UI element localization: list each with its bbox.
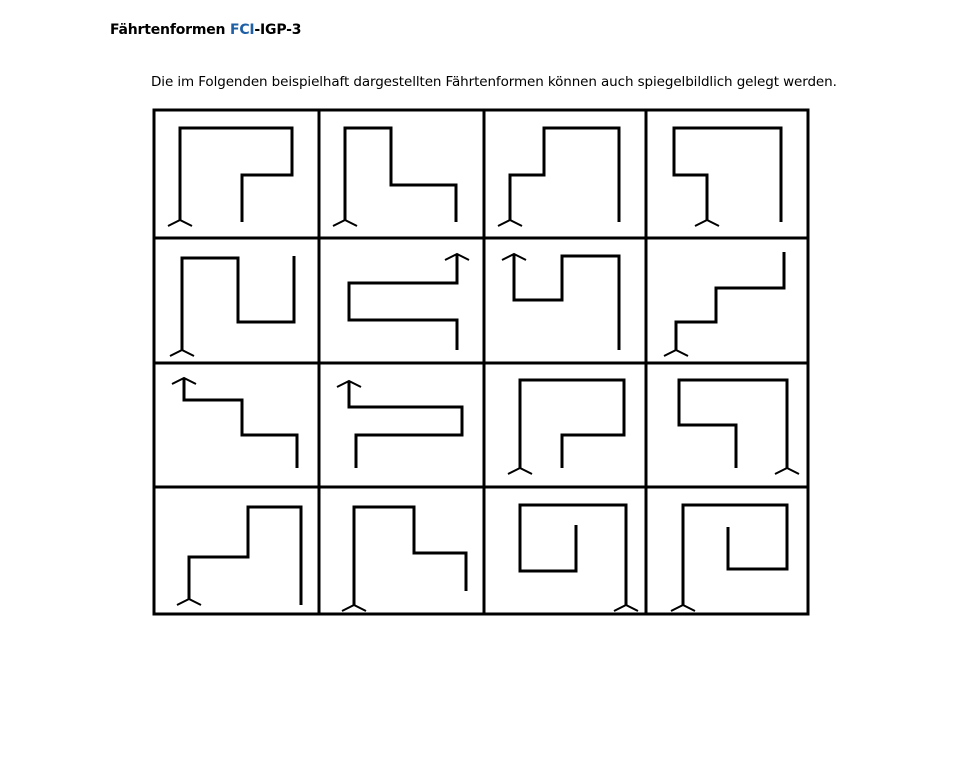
track-line bbox=[345, 128, 456, 222]
description-text: Die im Folgenden beispielhaft dargestellten Fährtenformen können auch spiegelbildlich gelegt werden. bbox=[151, 74, 837, 90]
track-shape-r1c4 bbox=[674, 128, 781, 226]
track-shape-r3c1 bbox=[172, 378, 297, 468]
track-shape-r2c4 bbox=[664, 252, 784, 356]
track-line bbox=[182, 256, 294, 350]
track-line bbox=[514, 254, 619, 350]
title-part-2: -IGP-3 bbox=[254, 22, 302, 38]
track-shape-r2c1 bbox=[170, 256, 294, 356]
track-line bbox=[184, 378, 297, 468]
start-marker bbox=[695, 220, 719, 226]
track-shape-r4c1 bbox=[177, 507, 301, 605]
track-line bbox=[679, 380, 787, 468]
start-marker bbox=[342, 605, 366, 611]
track-shape-r4c3 bbox=[520, 505, 638, 611]
track-line bbox=[510, 128, 619, 222]
track-line bbox=[349, 254, 457, 350]
track-shape-r2c2 bbox=[349, 254, 469, 350]
track-shape-r3c3 bbox=[508, 380, 624, 474]
start-marker bbox=[614, 605, 638, 611]
start-marker bbox=[333, 220, 357, 226]
start-marker bbox=[498, 220, 522, 226]
title-accent: FCI bbox=[229, 22, 255, 38]
track-shape-r4c2 bbox=[342, 507, 466, 611]
start-marker bbox=[671, 605, 695, 611]
start-marker bbox=[664, 350, 688, 356]
track-line bbox=[676, 252, 784, 350]
track-shape-r3c4 bbox=[679, 380, 799, 474]
track-line bbox=[683, 505, 787, 605]
track-line bbox=[520, 505, 626, 605]
start-marker bbox=[177, 599, 201, 605]
track-line bbox=[180, 128, 292, 222]
track-line bbox=[189, 507, 301, 605]
title-part-1: Fährtenformen bbox=[110, 22, 230, 38]
track-line bbox=[349, 381, 462, 468]
track-shape-r1c1 bbox=[168, 128, 292, 226]
start-marker bbox=[775, 468, 799, 474]
track-shape-r4c4 bbox=[671, 505, 787, 611]
track-line bbox=[354, 507, 466, 605]
track-shape-r3c2 bbox=[337, 381, 462, 468]
track-line bbox=[674, 128, 781, 222]
track-shape-r1c3 bbox=[498, 128, 619, 226]
track-shape-r2c3 bbox=[502, 254, 619, 350]
start-marker bbox=[508, 468, 532, 474]
track-line bbox=[520, 380, 624, 468]
track-shape-r1c2 bbox=[333, 128, 456, 226]
start-marker bbox=[168, 220, 192, 226]
start-marker bbox=[170, 350, 194, 356]
